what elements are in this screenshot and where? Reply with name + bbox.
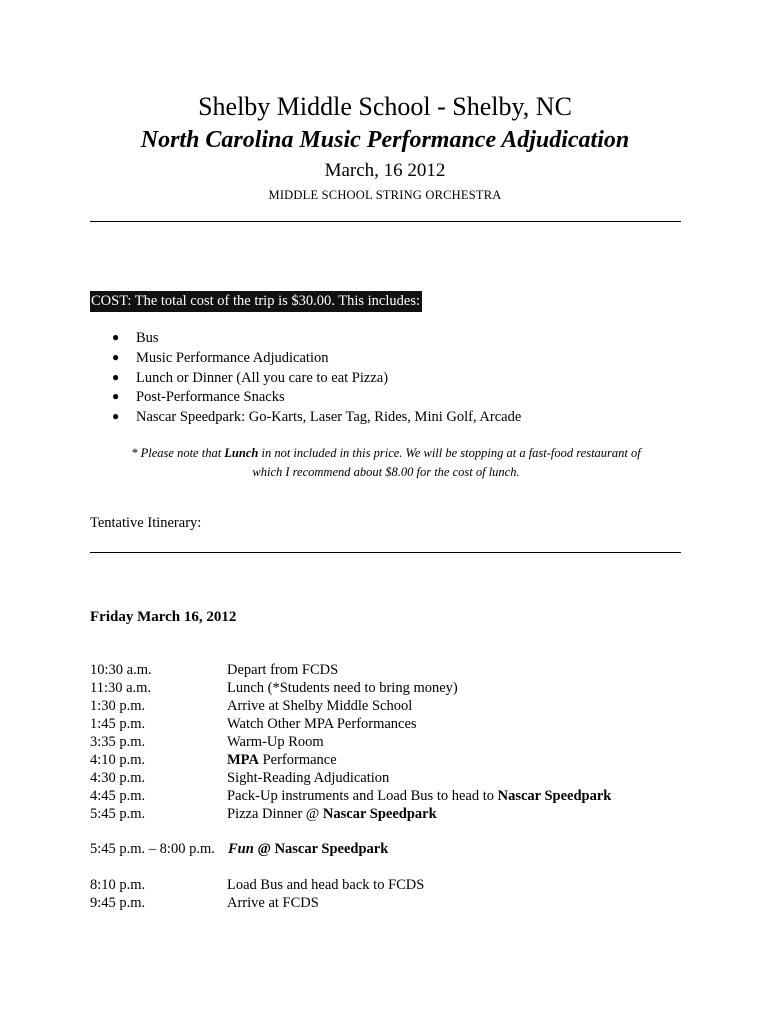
schedule-row-activity: Sight-Reading Adjudication: [227, 770, 390, 786]
includes-list: [112, 329, 521, 428]
list-item: ● Post-Performance Snacks: [112, 389, 285, 406]
ensemble-name: MIDDLE SCHOOL STRING ORCHESTRA: [268, 188, 502, 202]
school-title: Shelby Middle School - Shelby, NC: [198, 92, 572, 121]
divider-itinerary: [90, 552, 681, 553]
evening-row-activity: Arrive at FCDS: [227, 895, 319, 911]
bullet-icon: ●: [112, 409, 120, 423]
note-emphasis: Lunch: [224, 446, 259, 460]
bullet-icon: ●: [112, 369, 120, 384]
fun-row-time: 5:45 p.m. – 8:00 p.m.: [90, 841, 215, 857]
day-heading: Friday March 16, 2012: [90, 609, 237, 625]
schedule-row-time: 1:45 p.m.: [90, 716, 146, 732]
list-item: ● Nascar Speedpark: Go-Karts, Laser Tag, Rides, Mini Golf, Arcade: [112, 409, 522, 425]
itinerary-heading: Tentative Itinerary:: [90, 515, 202, 531]
schedule-row-activity: Pack-Up instruments and Load Bus to head to Nascar Speedpark: [227, 788, 612, 804]
schedule-row-activity: Pizza Dinner @ Nascar Speedpark: [227, 806, 437, 822]
list-item: ● Music Performance Adjudication: [112, 349, 329, 366]
divider-top: [90, 221, 681, 222]
schedule-row-time: 3:35 p.m.: [90, 734, 146, 750]
list-item: ● Bus: [112, 330, 159, 346]
schedule-row-time: 10:30 a.m.: [90, 662, 152, 678]
bullet-icon: ●: [112, 330, 120, 344]
schedule-row-activity: Watch Other MPA Performances: [227, 716, 417, 732]
cost-text: The total cost of the trip is $30.00. This includes:: [131, 293, 421, 309]
schedule-row-activity: Lunch (*Students need to bring money): [227, 680, 458, 696]
bullet-icon: ●: [112, 349, 120, 364]
cost-banner: [90, 291, 422, 312]
cost-label: COST:: [91, 293, 132, 309]
schedule-row-time: 5:45 p.m.: [90, 806, 146, 822]
schedule-row-time: 1:30 p.m.: [90, 698, 146, 714]
schedule-row-time: 11:30 a.m.: [90, 680, 152, 696]
schedule-row-time: 4:30 p.m.: [90, 770, 146, 786]
lunch-note: * Please note that Lunch in not included in this price. We will be stopping at a fast-food restaurant of which I recommend about $8.00 for the cost of lunch.: [131, 446, 641, 479]
schedule-row-activity: Warm-Up Room: [227, 734, 324, 750]
schedule-row-activity: MPA Performance: [227, 752, 337, 768]
fun-row-activity: Fun @ Nascar Speedpark: [228, 841, 389, 857]
event-title: North Carolina Music Performance Adjudication: [140, 127, 630, 153]
event-date: March, 16 2012: [324, 160, 446, 181]
evening-row-time: 8:10 p.m.: [90, 877, 146, 893]
evening-row-activity: Load Bus and head back to FCDS: [227, 877, 425, 893]
schedule-row-activity: Depart from FCDS: [227, 662, 339, 678]
schedule-row-time: 4:10 p.m.: [90, 752, 146, 768]
list-item: ● Lunch or Dinner (All you care to eat Pizza): [112, 369, 389, 386]
schedule-row-time: 4:45 p.m.: [90, 788, 146, 804]
schedule-row-activity: Arrive at Shelby Middle School: [227, 698, 413, 714]
evening-row-time: 9:45 p.m.: [90, 895, 146, 911]
bullet-icon: ●: [112, 389, 120, 404]
